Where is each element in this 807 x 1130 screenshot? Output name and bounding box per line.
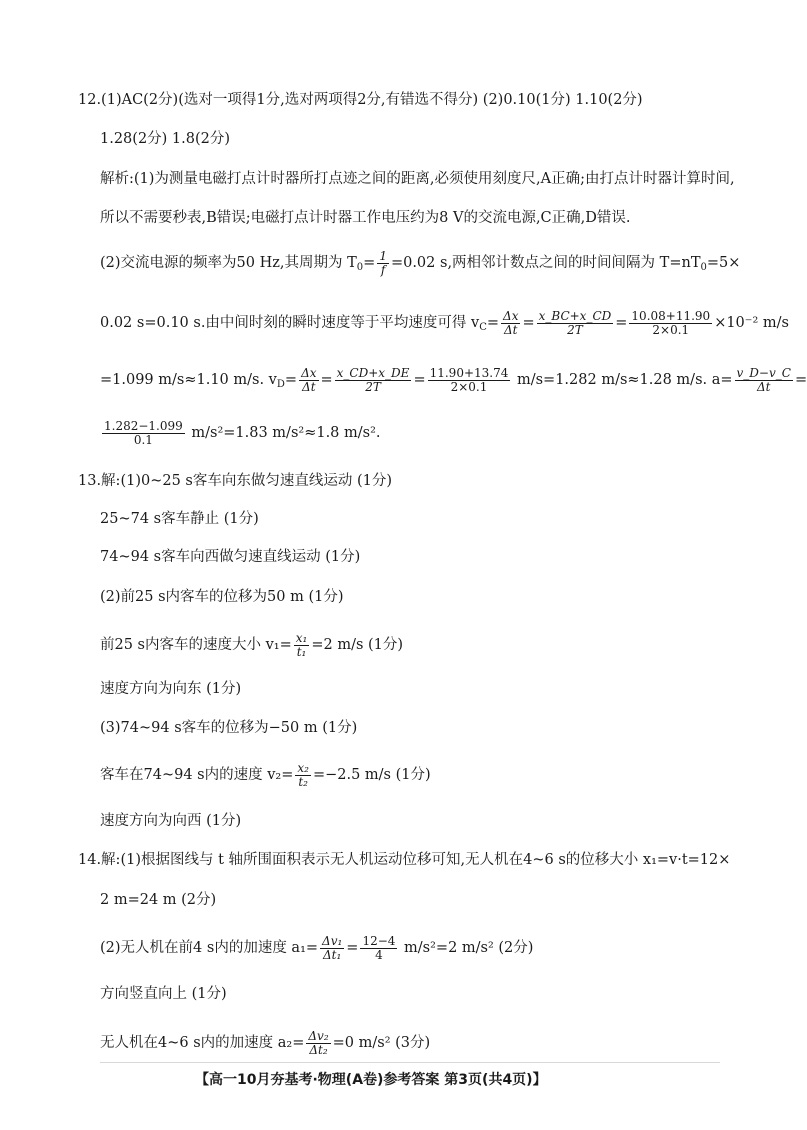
equals-sign: =	[320, 372, 333, 389]
equals-sign: =	[346, 940, 359, 957]
fraction-numerator: 11.90+13.74	[429, 366, 509, 380]
fraction-denominator: 0.1	[133, 432, 153, 447]
q13-line-8	[100, 762, 431, 788]
fraction-numerator: Δv₂	[308, 1029, 329, 1043]
q12-line-5: (2)交流电源的频率为50 Hz,其周期为 $T_0=$ $\frac{1}{f}$ =0.02 s,两相邻计数点之间的时间间隔为 $T=nT_0=5\times$	[100, 249, 741, 277]
q14-l3-text-a: (2)无人机在前4 s内的加速度 a₁=	[100, 940, 319, 957]
fraction-numerator: 10.08+11.90	[631, 309, 711, 323]
fraction-denominator: Δt	[504, 322, 518, 337]
fraction-numerator: Δv₁	[322, 934, 343, 948]
q14-l3-text-c: m/s²=2 m/s² (2分)	[399, 940, 534, 957]
fraction-denominator: 4	[375, 947, 383, 962]
q12-l6-text-a: 0.02 s=0.10 s.由中间时刻的瞬时速度等于平均速度可得 v	[100, 315, 480, 332]
q14-line-4: 方向竖直向上 (1分)	[100, 986, 227, 1002]
fraction-denominator: Δt₂	[309, 1042, 328, 1057]
q12-l5-text-c: =0.02 s,两相邻计数点之间的时间间隔为 T=nT	[390, 255, 701, 272]
fraction	[335, 367, 412, 393]
q12-l8-text-a: m/s²=1.83 m/s²≈1.8 m/s².	[186, 425, 381, 442]
q12-line-4: 所以不需要秒表,B错误;电磁打点计时器工作电压约为8 V的交流电源,C正确,D错误.	[100, 210, 631, 226]
equals-sign: =	[615, 315, 628, 332]
fraction	[306, 1030, 330, 1056]
fraction-denominator: f	[380, 262, 386, 277]
fraction-numerator: 12−4	[362, 934, 396, 948]
q12-l5-text-b: =	[363, 255, 376, 272]
fraction-numerator: x₂	[297, 761, 309, 775]
q13-l8-text-b: =−2.5 m/s (1分)	[312, 767, 431, 784]
q13-line-5	[100, 632, 403, 658]
fraction	[299, 367, 318, 393]
equals-sign: =	[794, 372, 807, 389]
q12-line-6: 0.02 s=0.10 s.由中间时刻的瞬时速度等于平均速度可得 $v_C=$ $\frac{\Delta x}{\Delta t}$ = $\frac{x\_BC+x\_CD}{2T}$ = $\frac{10.08+11.90}{2\times 0.1}$ ×10⁻² m/s	[100, 309, 789, 337]
q12-l6-text-b: =	[486, 315, 500, 332]
q13-line-4: (2)前25 s内客车的位移为50 m (1分)	[100, 589, 344, 605]
q13-line-2: 25~74 s客车静止 (1分)	[100, 511, 259, 527]
fraction-denominator: Δt₁	[323, 947, 342, 962]
fraction-numerator: v_D−v_C	[736, 366, 791, 380]
fraction-denominator: 2T	[567, 322, 583, 337]
fraction	[360, 935, 397, 961]
fraction	[295, 762, 311, 788]
q13-line-9: 速度方向为向西 (1分)	[100, 813, 242, 829]
fraction	[294, 632, 310, 658]
fraction	[537, 310, 614, 336]
footer-divider	[100, 1062, 720, 1063]
fraction-denominator: t₂	[298, 774, 308, 789]
fraction-numerator: 1.282−1.099	[104, 419, 183, 433]
q14-line-3	[100, 935, 533, 961]
q12-line-3: 解析:(1)为测量电磁打点计时器所打点迹之间的距离,必须使用刻度尺,A正确;由打点计时器计算时间,	[100, 171, 735, 187]
q13-line-6: 速度方向为向东 (1分)	[100, 681, 242, 697]
fraction-denominator: 2×0.1	[652, 322, 690, 337]
q12-l7-text-a: =1.099 m/s≈1.10 m/s. v	[100, 372, 277, 389]
fraction-numerator: Δx	[301, 366, 317, 380]
fraction-denominator: Δt	[302, 379, 316, 394]
equals-sign: =	[413, 372, 426, 389]
q14-l5-text-b: =0 m/s² (3分)	[332, 1035, 431, 1052]
q14-line-5	[100, 1030, 430, 1056]
q14-line-2: 2 m=24 m (2分)	[100, 892, 217, 908]
equals-sign: =	[522, 315, 535, 332]
fraction	[320, 935, 344, 961]
q12-line-8	[100, 420, 381, 446]
fraction	[629, 310, 712, 336]
q13-l8-text-a: 客车在74~94 s内的速度 v₂=	[100, 767, 294, 784]
fraction-denominator: Δt	[756, 379, 771, 394]
q12-line-2: 1.28(2分) 1.8(2分)	[100, 131, 231, 147]
fraction-denominator: 2T	[365, 379, 381, 394]
fraction-numerator: Δx	[503, 309, 519, 323]
q12-l7-text-e: m/s=1.282 m/s≈1.28 m/s. a=	[512, 372, 733, 389]
page-footer: 【高一10月夯基考·物理(A卷)参考答案 第3页(共4页)】	[195, 1072, 547, 1088]
q13-l5-text-b: =2 m/s (1分)	[311, 637, 404, 654]
q13-line-3: 74~94 s客车向西做匀速直线运动 (1分)	[100, 549, 361, 565]
fraction	[735, 367, 793, 393]
fraction-numerator: x_BC+x_CD	[538, 309, 612, 323]
q12-line-7: =1.099 m/s≈1.10 m/s. $v_D=$ $\frac{\Delta x}{\Delta t}$ = $\frac{x\_CD+x\_DE}{2T}$ = $\frac{11.90+13.74}{2\times 0.1}$ m/s=1.282 m/s≈1.28 m/s. a= $\frac{v\_D-v\_C}{\Delta t}$ =	[100, 366, 807, 394]
fraction-numerator: x₁	[295, 631, 308, 645]
fraction	[102, 420, 185, 446]
fraction-denominator: 2×0.1	[450, 379, 488, 394]
fraction-denominator: t₁	[296, 644, 307, 659]
q14-l5-text-a: 无人机在4~6 s内的加速度 a₂=	[100, 1035, 305, 1052]
fraction	[428, 367, 511, 393]
q12-l6-text-e: ×10⁻² m/s	[714, 315, 789, 332]
q14-line-1: 14.解:(1)根据图线与 t 轴所围面积表示无人机运动位移可知,无人机在4~6 s的位移大小 x₁=v·t=12×	[78, 852, 731, 868]
q12-l5-text-a: (2)交流电源的频率为50 Hz,其周期为 T	[100, 255, 357, 272]
q12-line-1: 12.(1)AC(2分)(选对一项得1分,选对两项得2分,有错选不得分) (2)0.10(1分) 1.10(2分)	[78, 92, 643, 108]
fraction	[501, 310, 520, 336]
q13-line-7: (3)74~94 s客车的位移为−50 m (1分)	[100, 720, 358, 736]
fraction	[377, 250, 389, 276]
q13-line-1: 13.解:(1)0~25 s客车向东做匀速直线运动 (1分)	[78, 473, 393, 489]
fraction-numerator: 1	[379, 249, 387, 263]
equals-sign: =	[284, 372, 298, 389]
q12-l5-text-d: =5×	[706, 255, 741, 272]
q13-l5-text-a: 前25 s内客车的速度大小 v₁=	[100, 637, 292, 654]
fraction-numerator: x_CD+x_DE	[336, 366, 410, 380]
